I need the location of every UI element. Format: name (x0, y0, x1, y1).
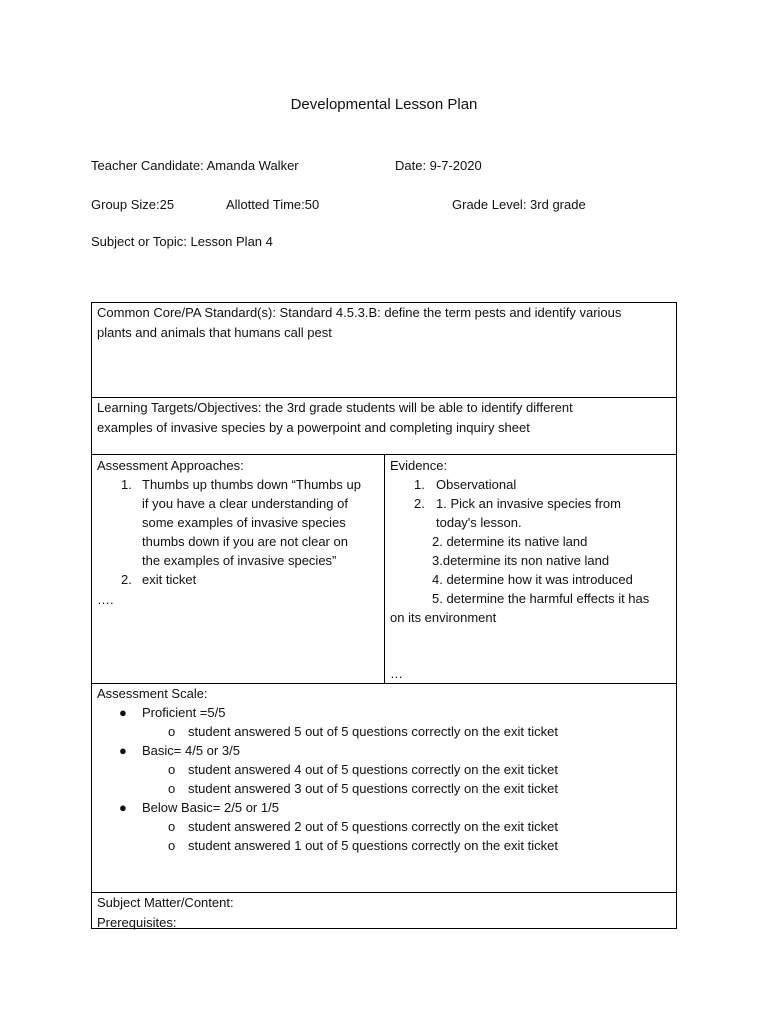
assessment-approaches-cell (97, 456, 381, 681)
approach-item-line: thumbs down if you are not clear on (142, 534, 348, 549)
approach-item-line: the examples of invasive species” (142, 553, 337, 568)
evidence-heading: Evidence: (390, 458, 448, 473)
objectives-line: examples of invasive species by a powerpoint and completing inquiry sheet (97, 419, 530, 435)
evidence-step: 3.determine its non native land (432, 553, 610, 568)
ellipsis: …. (97, 592, 114, 607)
subject-matter-cell (97, 893, 234, 932)
evidence-step: on its environment (390, 610, 497, 625)
objectives-cell (97, 398, 573, 437)
subject-matter-heading: Subject Matter/Content: (97, 895, 234, 910)
evidence-item-line: 1. Pick an invasive species from (436, 496, 621, 511)
evidence-cell (390, 456, 674, 681)
subject-topic: Subject or Topic: Lesson Plan 4 (91, 234, 273, 249)
circle-bullet-icon: o (168, 838, 176, 853)
scale-criterion: student answered 5 out of 5 questions correctly on the exit ticket (188, 724, 558, 739)
ellipsis: … (390, 666, 403, 681)
evidence-step: 5. determine the harmful effects it has (432, 591, 650, 606)
approach-item-line: if you have a clear understanding of (142, 496, 348, 511)
scale-level: Proficient =5/5 (142, 705, 226, 720)
approach-item-line: some examples of invasive species (142, 515, 346, 530)
circle-bullet-icon: o (168, 781, 176, 796)
circle-bullet-icon: o (168, 724, 176, 739)
scale-level: Basic= 4/5 or 3/5 (142, 743, 240, 758)
grade-level: Grade Level: 3rd grade (452, 197, 586, 212)
teacher-candidate: Teacher Candidate: Amanda Walker (91, 158, 299, 173)
list-number: 2. (121, 572, 132, 587)
objectives-line: Learning Targets/Objectives: the 3rd grade students will be able to identify different (97, 400, 573, 415)
scale-level: Below Basic= 2/5 or 1/5 (142, 800, 279, 815)
approach-item-line: Thumbs up thumbs down “Thumbs up (142, 477, 361, 492)
evidence-item-line: today's lesson. (436, 515, 522, 530)
standards-line: plants and animals that humans call pest (97, 324, 332, 340)
evidence-step: 4. determine how it was introduced (432, 572, 633, 587)
evidence-step: 2. determine its native land (432, 534, 588, 549)
column-divider (384, 454, 385, 683)
scale-criterion: student answered 1 out of 5 questions correctly on the exit ticket (188, 838, 558, 853)
page-title: Developmental Lesson Plan (290, 96, 478, 113)
bullet-icon: ● (119, 705, 127, 720)
prerequisites-heading: Prerequisites: (97, 914, 177, 930)
scale-criterion: student answered 2 out of 5 questions correctly on the exit ticket (188, 819, 558, 834)
scale-criterion: student answered 4 out of 5 questions correctly on the exit ticket (188, 762, 558, 777)
assessment-approaches-heading: Assessment Approaches: (97, 458, 244, 473)
bullet-icon: ● (119, 800, 127, 815)
allotted-time: Allotted Time:50 (226, 197, 320, 212)
assessment-scale-heading: Assessment Scale: (97, 686, 208, 701)
standards-line: Common Core/PA Standard(s): Standard 4.5.3.B: define the term pests and identify various (97, 305, 622, 320)
assessment-scale-cell (97, 684, 673, 891)
lesson-plan-table (91, 302, 677, 929)
circle-bullet-icon: o (168, 762, 176, 777)
scale-criterion: student answered 3 out of 5 questions correctly on the exit ticket (188, 781, 558, 796)
list-number: 2. (414, 496, 425, 511)
list-number: 1. (121, 477, 132, 492)
evidence-item: Observational (436, 477, 517, 492)
approach-item: exit ticket (142, 572, 197, 587)
group-size: Group Size:25 (91, 197, 175, 212)
bullet-icon: ● (119, 743, 127, 758)
circle-bullet-icon: o (168, 819, 176, 834)
standards-cell (97, 303, 621, 342)
date: Date: 9-7-2020 (395, 158, 482, 173)
list-number: 1. (414, 477, 425, 492)
